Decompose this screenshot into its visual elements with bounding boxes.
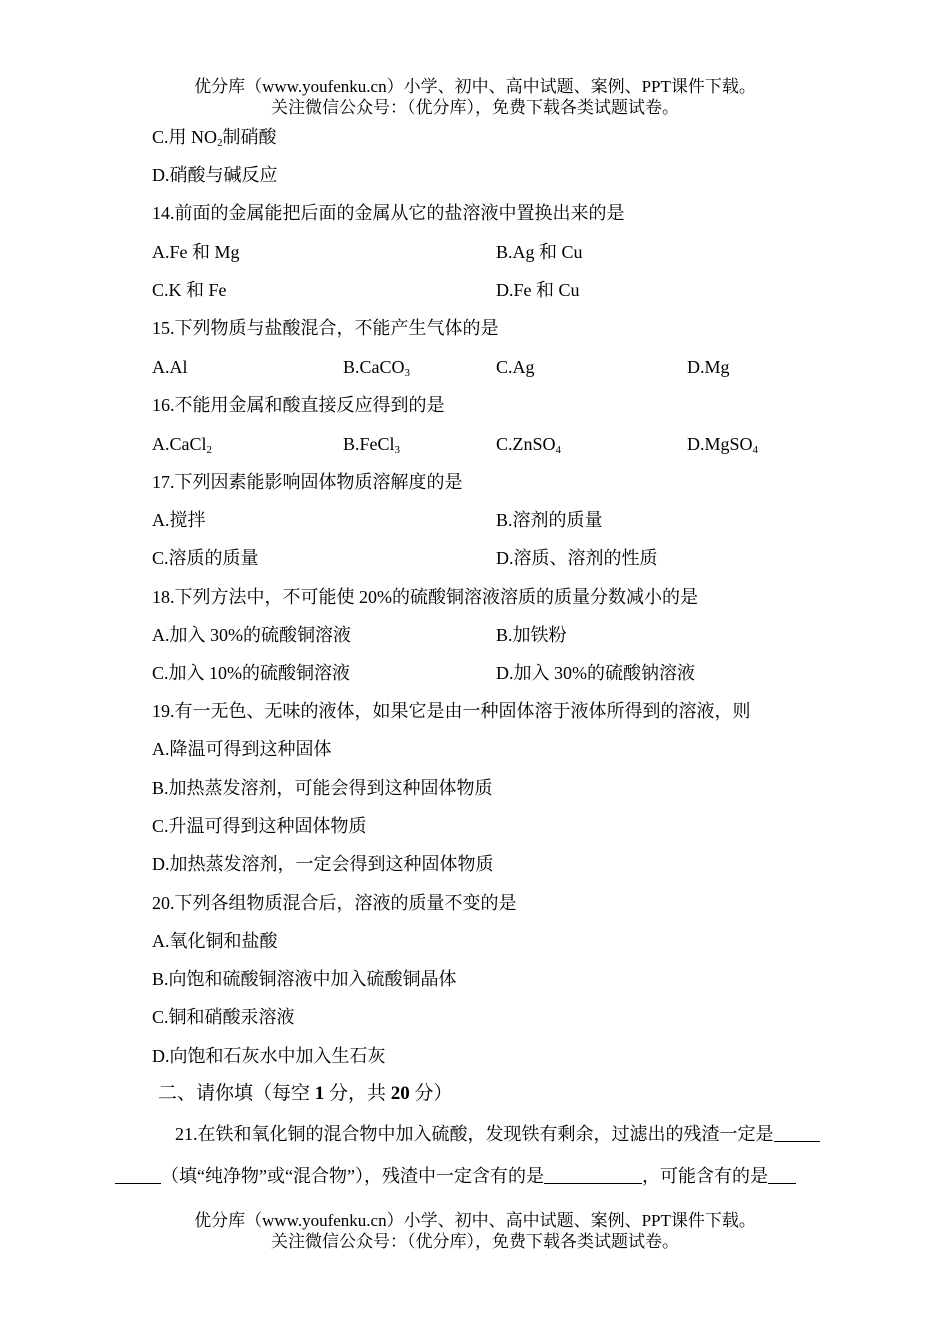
q16-option-c: C.ZnSO$_4$ <box>496 434 562 456</box>
q21-line-2: （填“纯净物”或“混合物”），残渣中一定含有的是 ，可能含有的是 <box>115 1164 796 1188</box>
answer-blank[interactable] <box>768 1165 796 1184</box>
footer-line-1: 优分库（www.youfenku.cn）小学、初中、高中试题、案例、PPT课件下载。 <box>194 1211 756 1230</box>
q21-line-1: 21.在铁和氧化铜的混合物中加入硫酸，发现铁有剩余，过滤出的残渣一定是 <box>175 1122 820 1146</box>
q14-stem: 14.前面的金属能把后面的金属从它的盐溶液中置换出来的是 <box>152 203 625 223</box>
q17-option-a: A.搅拌 <box>152 510 206 530</box>
q15-stem: 15.下列物质与盐酸混合，不能产生气体的是 <box>152 318 499 338</box>
q19-option-b: B.加热蒸发溶剂，可能会得到这种固体物质 <box>152 778 493 798</box>
q19-option-a: A.降温可得到这种固体 <box>152 739 332 759</box>
q14-option-d: D.Fe 和 Cu <box>496 280 580 300</box>
q15-option-d: D.Mg <box>687 357 730 377</box>
q14-option-b: B.Ag 和 Cu <box>496 242 583 262</box>
q17-option-c: C.溶质的质量 <box>152 548 259 568</box>
q18-stem: 18.下列方法中，不可能使 20%的硫酸铜溶液溶质的质量分数减小的是 <box>152 587 698 607</box>
q19-option-d: D.加热蒸发溶剂，一定会得到这种固体物质 <box>152 854 494 874</box>
header-line-1: 优分库（www.youfenku.cn）小学、初中、高中试题、案例、PPT课件下载。 <box>194 77 756 96</box>
answer-blank[interactable] <box>774 1123 820 1142</box>
q13-option-d: D.硝酸与碱反应 <box>152 165 278 185</box>
q15-option-a: A.Al <box>152 357 188 377</box>
q16-option-d: D.MgSO$_4$ <box>687 434 759 456</box>
q16-option-b: B.FeCl$_3$ <box>343 434 401 456</box>
q16-option-a: A.CaCl$_2$ <box>152 434 213 456</box>
q18-option-b: B.加铁粉 <box>496 625 567 645</box>
q20-option-c: C.铜和硝酸汞溶液 <box>152 1007 295 1027</box>
section-heading: 二、请你填（每空 1 分，共 20 分） <box>158 1083 453 1104</box>
header-line-2: 关注微信公众号：（优分库），免费下载各类试题试卷。 <box>271 98 679 117</box>
q14-option-a: A.Fe 和 Mg <box>152 242 240 262</box>
q20-stem: 20.下列各组物质混合后，溶液的质量不变的是 <box>152 893 517 913</box>
q20-option-d: D.向饱和石灰水中加入生石灰 <box>152 1046 386 1066</box>
q18-option-d: D.加入 30%的硫酸钠溶液 <box>496 663 695 683</box>
q15-option-b: B.CaCO$_3$ <box>343 357 411 379</box>
q16-stem: 16.不能用金属和酸直接反应得到的是 <box>152 395 445 415</box>
q15-option-c: C.Ag <box>496 357 535 377</box>
q17-stem: 17.下列因素能影响固体物质溶解度的是 <box>152 472 463 492</box>
answer-blank[interactable] <box>115 1165 161 1184</box>
q17-option-d: D.溶质、溶剂的性质 <box>496 548 658 568</box>
page-footer <box>0 1210 950 1252</box>
q20-option-a: A.氧化铜和盐酸 <box>152 931 278 951</box>
q19-option-c: C.升温可得到这种固体物质 <box>152 816 367 836</box>
q18-option-c: C.加入 10%的硫酸铜溶液 <box>152 663 350 683</box>
page-header <box>0 76 950 118</box>
q18-option-a: A.加入 30%的硫酸铜溶液 <box>152 625 351 645</box>
footer-line-2: 关注微信公众号：（优分库），免费下载各类试题试卷。 <box>271 1232 679 1251</box>
answer-blank[interactable] <box>544 1165 642 1184</box>
q20-option-b: B.向饱和硫酸铜溶液中加入硫酸铜晶体 <box>152 969 457 989</box>
q13-option-c: C.用 $NO_2$制硝酸 <box>152 127 277 149</box>
q17-option-b: B.溶剂的质量 <box>496 510 603 530</box>
q14-option-c: C.K 和 Fe <box>152 280 227 300</box>
q19-stem: 19.有一无色、无味的液体，如果它是由一种固体溶于液体所得到的溶液，则 <box>152 701 751 721</box>
